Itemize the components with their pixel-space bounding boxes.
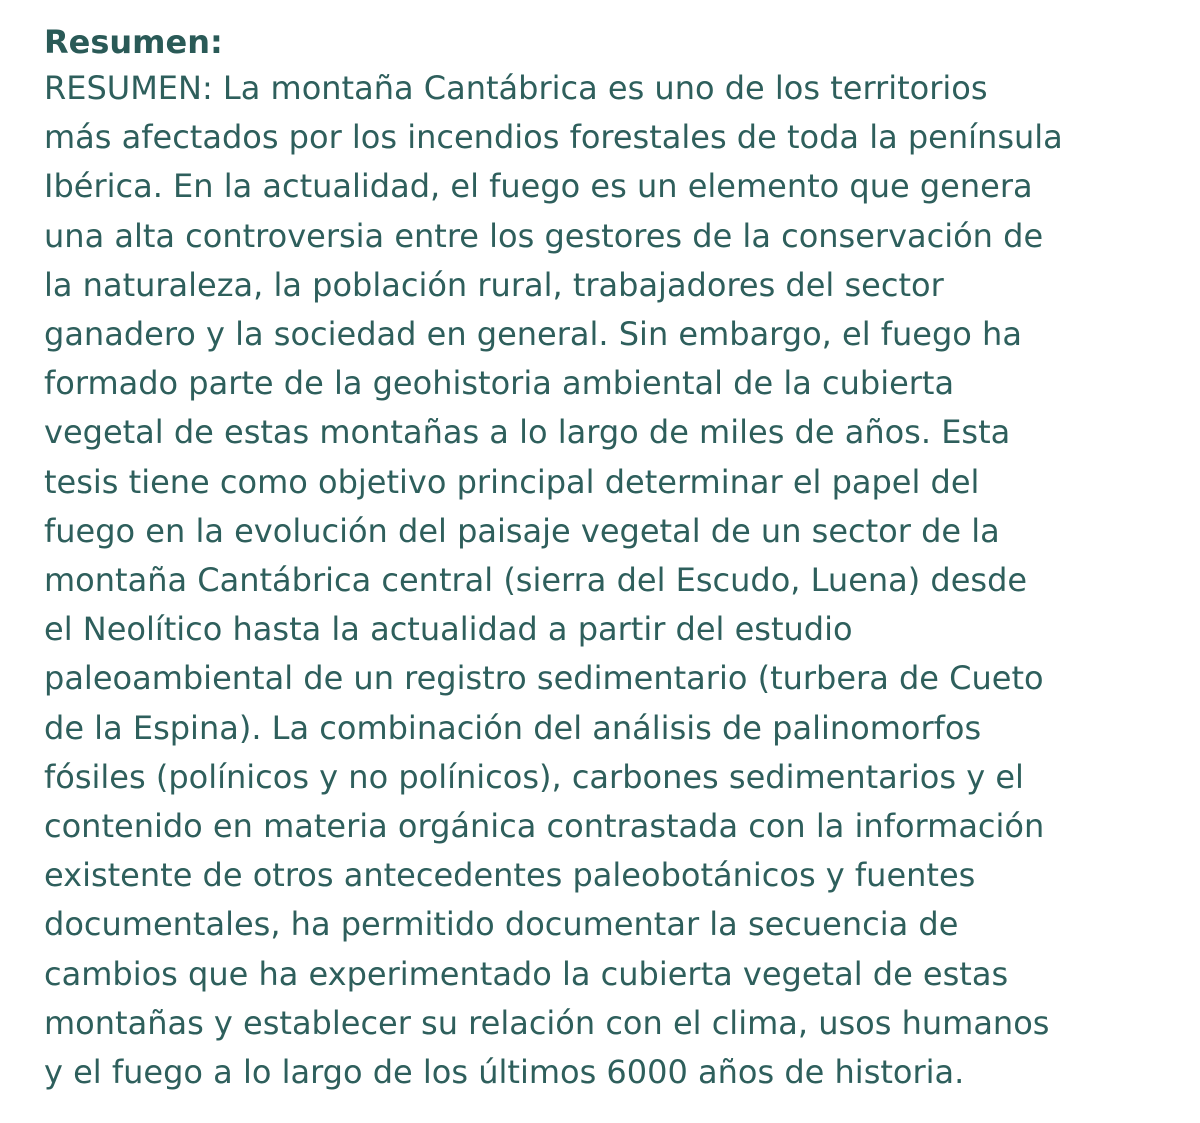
abstract-body <box>44 64 1184 1097</box>
abstract-line: paleoambiental de un registro sedimentario (turbera de Cueto <box>44 659 1044 698</box>
abstract-line: una alta controversia entre los gestores de la conservación de <box>44 216 1044 255</box>
abstract-line: formado parte de la geohistoria ambiental de la cubierta <box>44 364 955 403</box>
abstract-line: fuego en la evolución del paisaje vegetal de un sector de la <box>44 511 1000 550</box>
abstract-line: contenido en materia orgánica contrastada con la información <box>44 807 1045 846</box>
abstract-line: vegetal de estas montañas a lo largo de miles de años. Esta <box>44 413 1011 452</box>
abstract-line: y el fuego a lo largo de los últimos 6000 años de historia. <box>44 1053 965 1092</box>
abstract-line: más afectados por los incendios forestales de toda la península <box>44 118 1063 157</box>
abstract-line: la naturaleza, la población rural, trabajadores del sector <box>44 265 944 304</box>
abstract-line: cambios que ha experimentado la cubierta vegetal de estas <box>44 954 1009 993</box>
abstract-line: montañas y establecer su relación con el clima, usos humanos <box>44 1003 1050 1042</box>
abstract-heading: Resumen: <box>44 23 223 61</box>
abstract-line: de la Espina). La combinación del análisis de palinomorfos <box>44 708 982 747</box>
abstract-line: existente de otros antecedentes paleobotánicos y fuentes <box>44 856 976 895</box>
abstract-line: fósiles (polínicos y no polínicos), carbones sedimentarios y el <box>44 757 1024 796</box>
abstract-line: Ibérica. En la actualidad, el fuego es un elemento que genera <box>44 167 1033 206</box>
abstract-line: documentales, ha permitido documentar la secuencia de <box>44 905 959 944</box>
abstract-line: montaña Cantábrica central (sierra del Escudo, Luena) desde <box>44 561 1028 600</box>
abstract-line: RESUMEN: La montaña Cantábrica es uno de los territorios <box>44 69 988 107</box>
abstract-section <box>44 20 1184 1097</box>
abstract-line: tesis tiene como objetivo principal determinar el papel del <box>44 462 980 501</box>
abstract-line: el Neolítico hasta la actualidad a partir del estudio <box>44 610 853 649</box>
abstract-line: ganadero y la sociedad en general. Sin embargo, el fuego ha <box>44 315 1022 354</box>
